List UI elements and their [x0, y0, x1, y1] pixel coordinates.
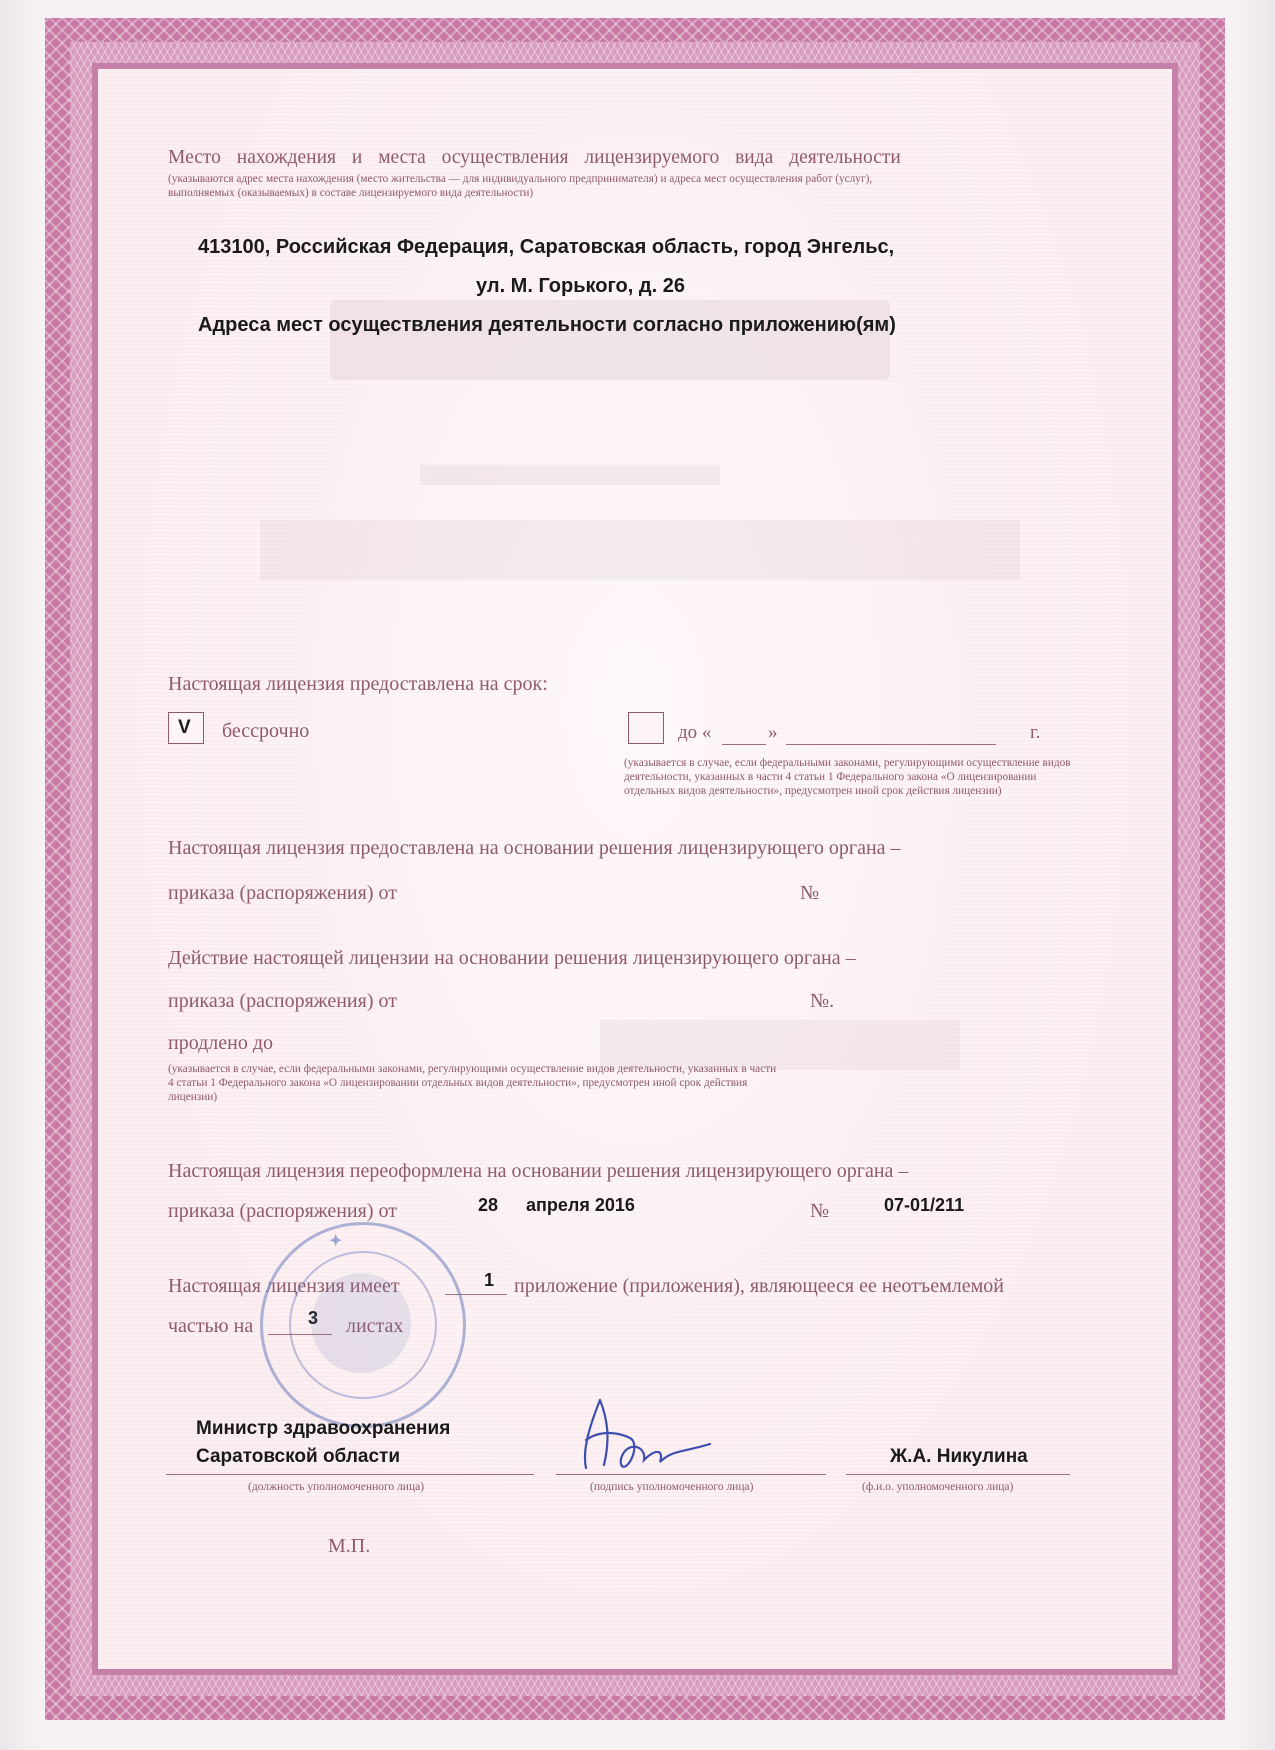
appendix-part-prefix: частью на	[168, 1315, 254, 1337]
until-day-line	[722, 744, 766, 745]
indefinite-label: бессрочно	[222, 720, 310, 742]
term-heading: Настоящая лицензия предоставлена на срок:	[168, 673, 548, 695]
position-caption: (должность уполномоченного лица)	[248, 1481, 425, 1493]
official-seal-emblem	[311, 1273, 411, 1373]
appendix-count: 1	[484, 1270, 495, 1290]
until-checkbox	[628, 712, 664, 744]
extension-number-sign: №.	[810, 990, 835, 1012]
extension-note: (указывается в случае, если федеральными законами, регулирующими осуществление видов деятельности, указанных в части 4 статьи 1 Федерального закона «О лицензировании отдельных видов деятельности», предусмотрен иной срок действия лицензии)	[168, 1063, 777, 1103]
appendix-part-suffix: листах	[346, 1315, 404, 1337]
activity-addresses: Адреса мест осуществления деятельности согласно приложению(ям)	[198, 314, 896, 336]
extension-line2: приказа (распоряжения) от	[168, 990, 397, 1012]
signature-line	[556, 1474, 826, 1475]
signature-caption: (подпись уполномоченного лица)	[590, 1481, 754, 1493]
basis-line2: приказа (распоряжения) от	[168, 882, 397, 904]
extended-until-label: продлено до	[168, 1032, 274, 1054]
official-seal-glyph: ✦	[329, 1233, 343, 1250]
basis-number-sign: №	[800, 882, 820, 904]
name-signature-line	[846, 1474, 1070, 1475]
appendix-prefix: Настоящая лицензия имеет	[168, 1275, 400, 1297]
term-note: (указывается в случае, если федеральными законами, регулирующими осуществление видов деятельности, указанных в части 4 статьи 1 Федерального закона «О лицензировании отдельных видов деятельности», предусмотрен иной срок действия лицензии)	[624, 757, 1071, 797]
reissue-line1: Настоящая лицензия переоформлена на основании решения лицензирующего органа –	[168, 1160, 909, 1182]
until-suffix: г.	[1030, 722, 1041, 743]
indefinite-checkbox	[168, 712, 204, 744]
until-prefix: до «	[678, 722, 712, 743]
indefinite-check-mark: V	[178, 717, 191, 738]
reissue-month-year: апреля 2016	[526, 1195, 635, 1215]
name-caption: (ф.и.о. уполномоченного лица)	[862, 1481, 1014, 1493]
basis-line1: Настоящая лицензия предоставлена на основании решения лицензирующего органа –	[168, 837, 901, 859]
reissue-number: 07-01/211	[884, 1195, 965, 1215]
until-mid: »	[768, 722, 778, 743]
location-note-line2: выполняемых (оказываемых) в составе лицензируемого вида деятельности)	[168, 187, 534, 199]
location-heading: Место нахождения и места осуществления лицензируемого вида деятельности	[168, 147, 901, 168]
signer-position-line2: Саратовской области	[196, 1446, 401, 1467]
official-seal	[260, 1222, 466, 1428]
reissue-line2: приказа (распоряжения) от	[168, 1200, 397, 1222]
position-signature-line	[166, 1474, 534, 1475]
address-line2: ул. М. Горького, д. 26	[476, 275, 685, 297]
reissue-day: 28	[478, 1195, 499, 1215]
until-month-year-line	[786, 744, 996, 745]
signer-name: Ж.А. Никулина	[890, 1446, 1028, 1467]
location-note-line1: (указываются адрес места нахождения (место жительства — для индивидуального предпринимателя) и адреса мест осуществления работ (услуг),	[168, 173, 873, 185]
appendix-suffix: приложение (приложения), являющееся ее неотъемлемой	[514, 1275, 1004, 1297]
address-line1: 413100, Российская Федерация, Саратовская область, город Энгельс,	[198, 236, 895, 258]
seal-place-label: М.П.	[328, 1535, 371, 1557]
appendix-sheets: 3	[308, 1308, 319, 1328]
extension-line1: Действие настоящей лицензии на основании решения лицензирующего органа –	[168, 947, 856, 969]
reissue-number-sign: №	[810, 1200, 830, 1222]
signer-position-line1: Министр здравоохранения	[196, 1418, 451, 1439]
